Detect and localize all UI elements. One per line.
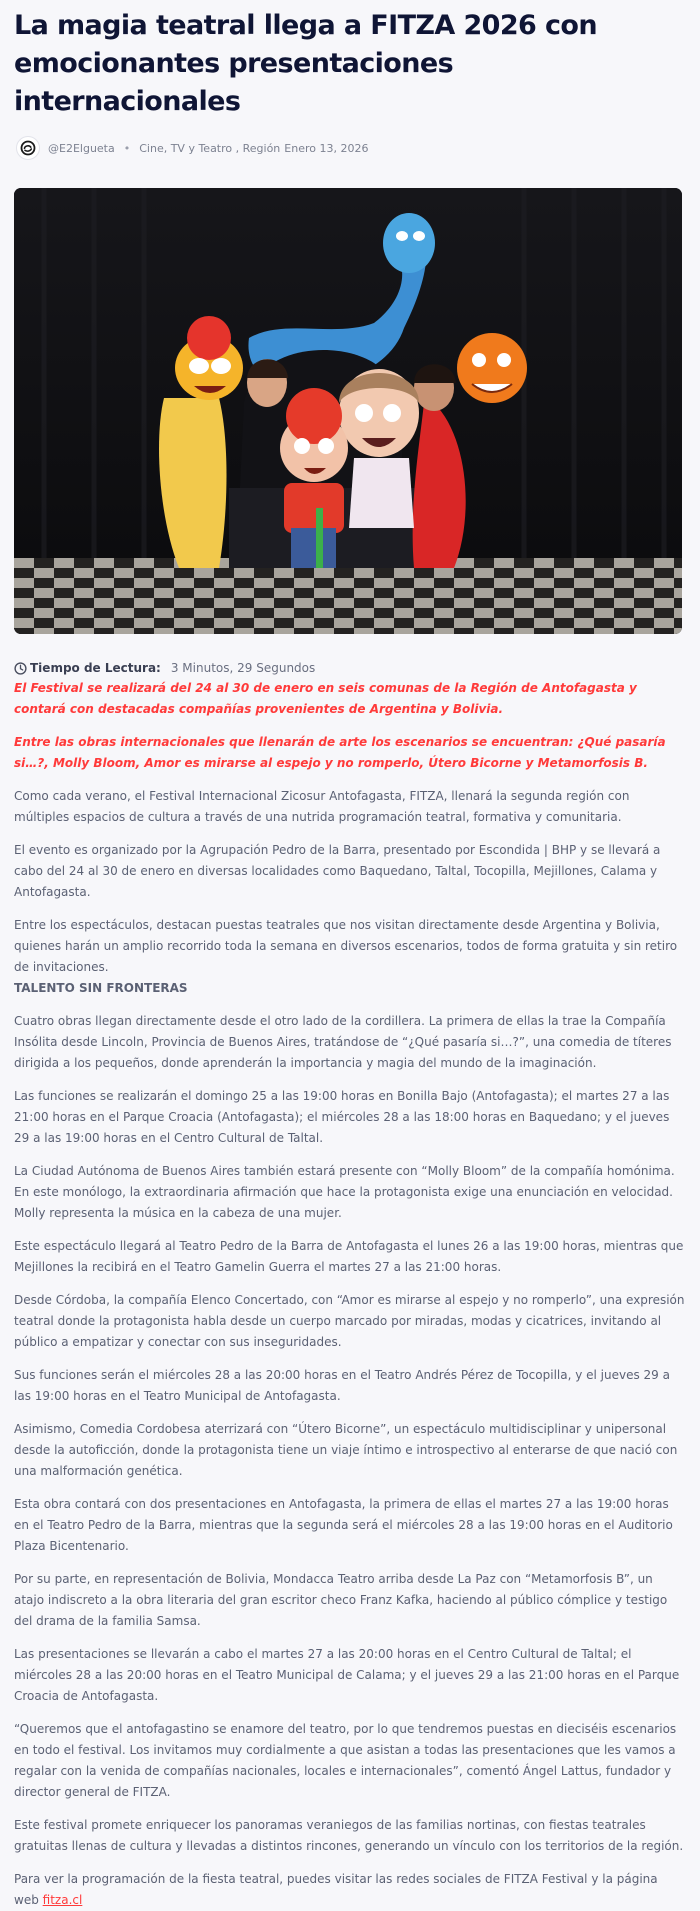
article-date: Enero 13, 2026 [284,141,369,155]
body-paragraph: Sus funciones serán el miércoles 28 a las 20:00 horas en el Teatro Andrés Pérez de Tocopilla, y el jueves 29 a las 19:00 horas en el Teatro Municipal de Antofagasta. [14,1368,670,1403]
body-paragraph: La Ciudad Autónoma de Buenos Aires también estará presente con “Molly Bloom” de la compañía homónima. En este monólogo, la extraordinaria afirmación que hace la protagonista exige una enunciación en velocidad. Molly representa la música en la cabeza de una mujer. [14,1164,675,1220]
lead-paragraph: El Festival se realizará del 24 al 30 de enero en seis comunas de la Región de Antofagasta y contará con destacadas compañías provenientes de Argentina y Bolivia. [14,681,637,716]
body-paragraph: Las funciones se realizarán el domingo 25 a las 19:00 horas en Bonilla Bajo (Antofagasta); el martes 27 a las 21:00 horas en el Parque Croacia (Antofagasta); el miércoles 28 a las 18:00 horas en Baquedano; y el jueves 29 a las 19:00 horas en el Centro Cultural de Taltal. [14,1089,670,1145]
article-meta [14,135,686,161]
closing-text: Para ver la programación de la fiesta teatral, puedes visitar las redes sociales de FITZA Festival y la página web [14,1872,658,1907]
closing-paragraph [14,1869,686,1911]
body-paragraph: Por su parte, en representación de Bolivia, Mondacca Teatro arriba desde La Paz con “Metamorfosis B”, un atajo indiscreto a la obra literaria del gran escritor checo Franz Kafka, haciendo al público cómplice y testigo del drama de la familia Samsa. [14,1572,668,1628]
body-paragraph: Asimismo, Comedia Cordobesa aterrizará con “Útero Bicorne”, un espectáculo multidisciplinar y unipersonal desde la autoficción, donde la protagonista tiene un viaje íntimo e introspectivo al enterarse de que nació con una malformación genética. [14,1422,678,1478]
body-paragraph: Este espectáculo llegará al Teatro Pedro de la Barra de Antofagasta el lunes 26 a las 19:00 horas, mientras que Mejillones la recibirá en el Teatro Gamelin Guerra el martes 27 a las 21:00 horas. [14,1239,684,1274]
body-paragraph: Este festival promete enriquecer los panoramas veraniegos de las familias nortinas, con fiestas teatrales gratuitas llenas de cultura y llevadas a distintos rincones, generando un vínculo con los territorios de la región. [14,1818,684,1853]
puppets-photo [14,188,682,634]
body-paragraph: Cuatro obras llegan directamente desde el otro lado de la cordillera. La primera de ellas la trae la Compañía Insólita desde Lincoln, Provincia de Buenos Aires, tratándose de “¿Qué pasaría si…?”, una comedia de títeres dirigida a los pequeños, donde aprenderán la importancia y magia del mundo de la imaginación. [14,1014,672,1070]
fitza-web-link[interactable]: fitza.cl [42,1893,83,1907]
hero-image [14,188,682,634]
reading-time [14,659,686,677]
section-heading: TALENTO SIN FRONTERAS [14,981,188,995]
clock-icon [14,662,27,675]
body-paragraph: Entre los espectáculos, destacan puestas teatrales que nos visitan directamente desde Argentina y Bolivia, quienes harán un amplio recorrido toda la semana en diversos escenarios, todos de forma gratuita y sin retiro de invitaciones. [14,918,678,974]
article-body [14,678,686,1911]
meta-separator: • [123,141,131,155]
body-paragraph: Como cada verano, el Festival Internacional Zicosur Antofagasta, FITZA, llenará la segunda región con múltiples espacios de cultura a través de una nutrida programación teatral, formativa y comunitaria. [14,789,630,824]
body-paragraph: Desde Córdoba, la compañía Elenco Concertado, con “Amor es mirarse al espejo y no romperlo”, una expresión teatral donde la protagonista habla desde un cuerpo marcado por miradas, modas y cicatrices, invitando al público a empatizar y conectar con sus inseguridades. [14,1293,685,1349]
reading-time-value: 3 Minutos, 29 Segundos [170,661,316,675]
lead-paragraph: Entre las obras internacionales que llenarán de arte los escenarios se encuentran: ¿Qué pasaría si…?, Molly Bloom, Amor es mirarse al espejo y no romperlo, Útero Bicorne y Metamorfosis B. [14,735,666,770]
article-categories[interactable]: Cine, TV y Teatro , Región [139,141,281,155]
body-paragraph: Las presentaciones se llevarán a cabo el martes 27 a las 20:00 horas en el Centro Cultural de Taltal; el miércoles 28 a las 20:00 horas en el Teatro Municipal de Calama; y el jueves 29 a las 21:00 horas en el Parque Croacia de Antofagasta. [14,1647,680,1703]
body-paragraph: El evento es organizado por la Agrupación Pedro de la Barra, presentado por Escondida | BHP y se llevará a cabo del 24 al 30 de enero en diversas localidades como Baquedano, Taltal, Tocopilla, Mejillones, Calama y Antofagasta. [14,843,661,899]
author-avatar[interactable] [16,136,40,160]
author-name[interactable]: @E2Elgueta [48,141,115,155]
swirl-logo-icon [20,140,36,156]
body-paragraph: Esta obra contará con dos presentaciones en Antofagasta, la primera de ellas el martes 27 a las 19:00 horas en el Teatro Pedro de la Barra, mientras que la segunda será el miércoles 28 a las 19:00 horas en el Auditorio Plaza Bicentenario. [14,1497,673,1553]
quote-paragraph: “Queremos que el antofagastino se enamore del teatro, por lo que tendremos puestas en dieciséis escenarios en todo el festival. Los invitamos muy cordialmente a que asistan a todas las presentaciones que les vamos a regalar con la venida de compañías nacionales, locales e internacionales”, comentó Ángel Lattus, fundador y director general de FITZA. [14,1722,677,1799]
article-title: La magia teatral llega a FITZA 2026 con emocionantes presentaciones internacionales [14,10,598,117]
reading-time-label: Tiempo de Lectura: [30,661,161,675]
